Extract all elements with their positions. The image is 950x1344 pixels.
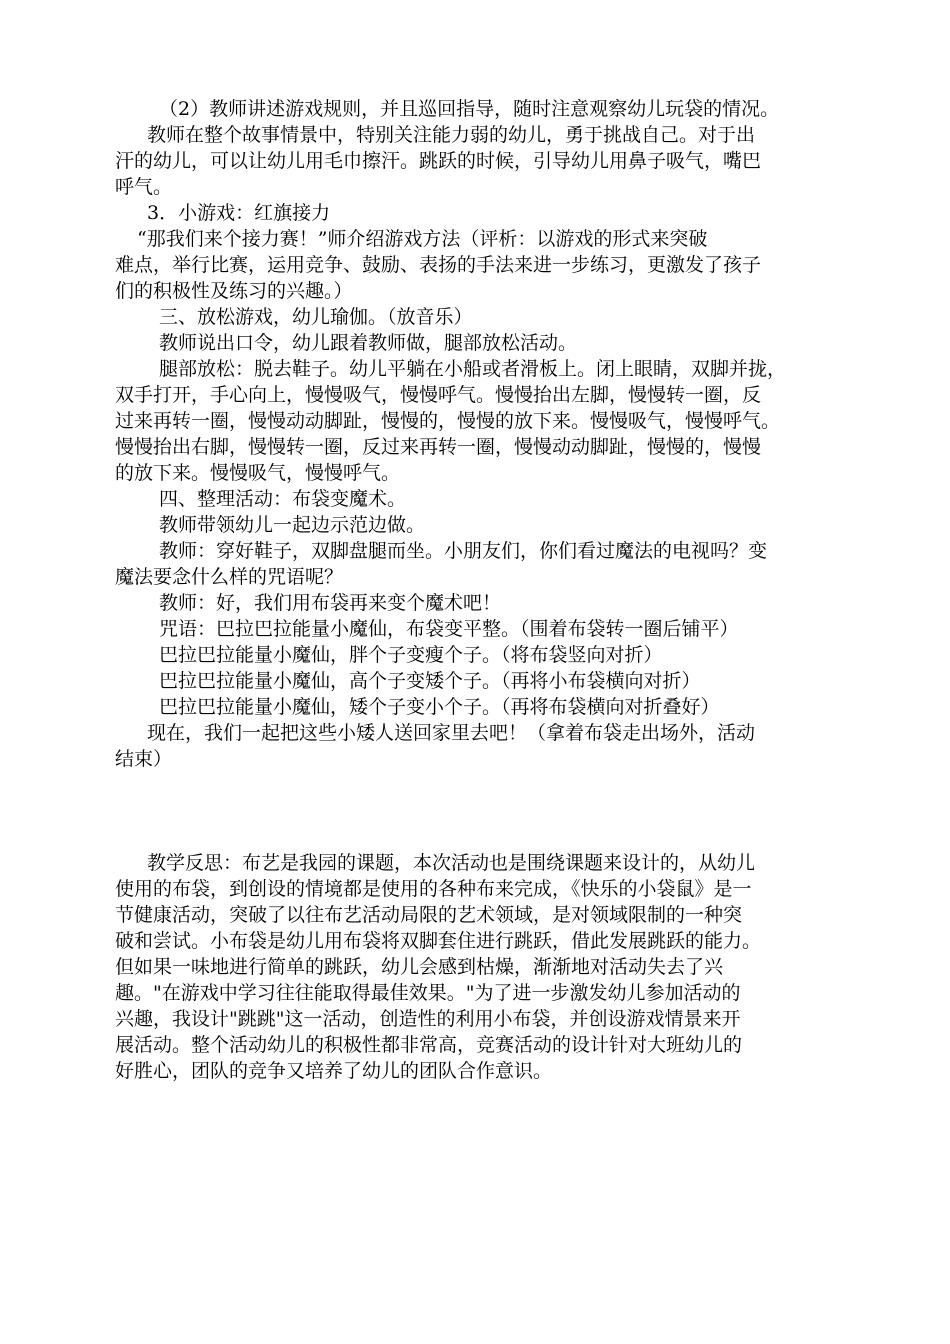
paragraph-line: 巴拉巴拉能量小魔仙，高个子变矮个子。（再将小布袋横向对折） (159, 670, 701, 692)
paragraph-line: 的放下来。慢慢吸气，慢慢呼气。 (115, 462, 401, 484)
paragraph-line: 魔法要念什么样的咒语呢？ (115, 566, 344, 588)
paragraph-line: 难点，举行比赛，运用竞争、鼓励、表扬的手法来进一步练习，更激发了孩子 (115, 254, 762, 276)
paragraph-line: 汗的幼儿，可以让幼儿用毛巾擦汗。跳跃的时候，引导幼儿用鼻子吸气，嘴巴 (115, 150, 762, 172)
reflection-line: 好胜心，团队的竞争又培养了幼儿的团队合作意识。 (115, 1060, 553, 1082)
paragraph-line: 过来再转一圈，慢慢动动脚趾，慢慢的，慢慢的放下来。慢慢吸气，慢慢呼气。 (115, 410, 781, 432)
reflection-line: 趣。"在游戏中学习往往能取得最佳效果。"为了进一步激发幼儿参加活动的 (115, 982, 741, 1004)
paragraph-line: 咒语：巴拉巴拉能量小魔仙，布袋变平整。（围着布袋转一圈后铺平） (159, 618, 739, 640)
reflection-line: 使用的布袋，到创设的情境都是使用的各种布来完成，《快乐的小袋鼠》是一 (115, 878, 752, 900)
paragraph-line: 慢慢抬出右脚，慢慢转一圈，反过来再转一圈，慢慢动动脚趾，慢慢的，慢慢 (115, 436, 762, 458)
section-heading: 3．小游戏：红旗接力 (147, 202, 331, 224)
paragraph-line: 结束） (115, 748, 173, 770)
section-heading: 四、整理活动：布袋变魔术。 (159, 488, 407, 510)
reflection-line: 展活动。整个活动幼儿的积极性都非常高，竞赛活动的设计针对大班幼儿的 (115, 1034, 743, 1056)
reflection-line: 教学反思：布艺是我园的课题，本次活动也是围绕课题来设计的，从幼儿 (147, 852, 756, 874)
paragraph-line: “那我们来个接力赛！”师介绍游戏方法（评析：以游戏的形式来突破 (137, 228, 708, 250)
paragraph-line: 们的积极性及练习的兴趣。） (115, 280, 353, 302)
paragraph-line: 呼气。 (115, 176, 173, 198)
section-heading: 三、放松游戏，幼儿瑜伽。（放音乐） (159, 306, 473, 328)
paragraph-line: 教师带领幼儿一起边示范边做。 (159, 514, 426, 536)
paragraph-line: 巴拉巴拉能量小魔仙，矮个子变小个子。（再将布袋横向对折叠好） (159, 696, 720, 718)
paragraph-line: （2）教师讲述游戏规则，并且巡回指导，随时注意观察幼儿玩袋的情况。 (159, 98, 780, 120)
paragraph-line: 腿部放松：脱去鞋子。幼儿平躺在小船或者滑板上。闭上眼睛，双脚并拢， (159, 358, 787, 380)
reflection-line: 破和尝试。小布袋是幼儿用布袋将双脚套住进行跳跃，借此发展跳跃的能力。 (115, 930, 762, 952)
paragraph-line: 现在，我们一起把这些小矮人送回家里去吧！（拿着布袋走出场外，活动 (147, 722, 756, 744)
paragraph-line: 教师：好，我们用布袋再来变个魔术吧！ (159, 592, 502, 614)
reflection-line: 但如果一味地进行简单的跳跃，幼儿会感到枯燥，渐渐地对活动失去了兴 (115, 956, 724, 978)
paragraph-line: 教师在整个故事情景中，特别关注能力弱的幼儿，勇于挑战自己。对于出 (147, 124, 756, 146)
reflection-line: 节健康活动，突破了以往布艺活动局限的艺术领域，是对领域限制的一种突 (115, 904, 743, 926)
section-gap (115, 772, 840, 850)
reflection-line: 兴趣，我设计"跳跳"这一活动，创造性的利用小布袋，并创设游戏情景来开 (115, 1008, 741, 1030)
document-body (115, 96, 840, 1084)
paragraph-line: 双手打开，手心向上，慢慢吸气，慢慢呼气。慢慢抬出左脚，慢慢转一圈，反 (115, 384, 762, 406)
paragraph-line: 巴拉巴拉能量小魔仙，胖个子变瘦个子。（将布袋竖向对折） (159, 644, 663, 666)
paragraph-line: 教师说出口令，幼儿跟着教师做，腿部放松活动。 (159, 332, 578, 354)
paragraph-line: 教师：穿好鞋子，双脚盘腿而坐。小朋友们，你们看过魔法的电视吗？变 (159, 540, 768, 562)
